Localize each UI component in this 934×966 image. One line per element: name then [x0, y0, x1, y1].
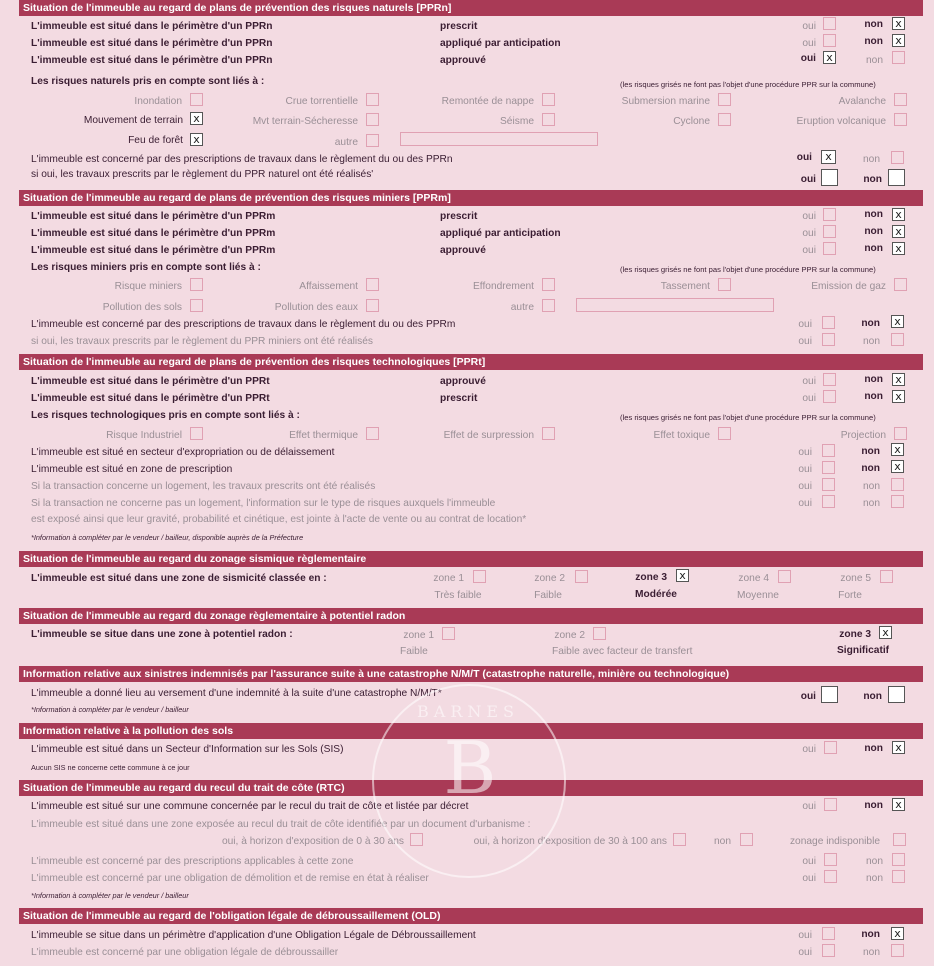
- sismique-zone-4: zone 4: [738, 573, 769, 584]
- check-mark: x: [895, 208, 902, 221]
- oui-label: oui: [798, 464, 812, 475]
- checkbox-oui[interactable]: [823, 390, 836, 403]
- checkbox-radon-zone-2[interactable]: [593, 627, 606, 640]
- checkbox-non[interactable]: [892, 51, 905, 64]
- risk-pollution-sols: Pollution des sols: [102, 302, 182, 313]
- checkbox-non[interactable]: [888, 686, 905, 703]
- checkbox-effet-surpression[interactable]: [542, 427, 555, 440]
- checkbox-non[interactable]: [892, 34, 905, 47]
- non-label: non: [863, 947, 880, 958]
- sinistres-label: L'immeuble a donné lieu au versement d'une indemnité à la suite d'une catastrophe N/M/T*: [31, 688, 442, 699]
- pprm-works-label: L'immeuble est concerné par des prescriptions de travaux dans le règlement du ou des PPRm: [31, 319, 456, 330]
- checkbox-zone-1[interactable]: [473, 570, 486, 583]
- rtc-option-0-30: oui, à horizon d'exposition de 0 à 30 ans: [221, 836, 404, 847]
- checkbox-rtc-0-30[interactable]: [410, 833, 423, 846]
- radon-zone-1: zone 1: [403, 630, 434, 641]
- checkbox-zone-4[interactable]: [778, 570, 791, 583]
- pprn-row-label: L'immeuble est situé dans le périmètre d'un PPRn: [31, 21, 273, 32]
- checkbox-oui[interactable]: [821, 169, 838, 186]
- checkbox-projection[interactable]: [894, 427, 907, 440]
- checkbox-non[interactable]: [891, 151, 904, 164]
- check-mark: x: [895, 741, 902, 754]
- oui-label: oui: [800, 174, 816, 185]
- checkbox-zone-2[interactable]: [575, 570, 588, 583]
- checkbox-oui[interactable]: [822, 478, 835, 491]
- checkbox-risque-industriel[interactable]: [190, 427, 203, 440]
- checkbox-oui[interactable]: [822, 495, 835, 508]
- pprm-status-prescrit: prescrit: [440, 211, 478, 222]
- non-label: non: [864, 19, 883, 30]
- section-header-sols: Information relative à la pollution des sols: [19, 723, 923, 739]
- pprt-status-prescrit: prescrit: [440, 393, 478, 404]
- checkbox-non[interactable]: [891, 927, 904, 940]
- risk-effet-surpression: Effet de surpression: [443, 430, 534, 441]
- oui-label: oui: [802, 38, 816, 49]
- non-label: non: [863, 336, 880, 347]
- non-label: non: [863, 481, 880, 492]
- pprt-non-logement-line1: Si la transaction ne concerne pas un logement, l'information sur le type de risques auxquels l'immeuble: [31, 498, 496, 509]
- checkbox-oui[interactable]: [823, 51, 836, 64]
- checkbox-non[interactable]: [892, 741, 905, 754]
- risk-industriel: Risque Industriel: [106, 430, 182, 441]
- radon-level-2: Faible avec facteur de transfert: [552, 646, 693, 657]
- rtc-option-indisponible: zonage indisponible: [789, 836, 880, 847]
- check-mark: x: [895, 17, 902, 30]
- checkbox-autre[interactable]: [366, 134, 379, 147]
- pprn-works-done-label: si oui, les travaux prescrits par le règlement du PPR naturel ont été réalisés': [31, 169, 374, 180]
- sols-note: Aucun SIS ne concerne cette commune à ce jour: [31, 763, 190, 772]
- checkbox-avalanche[interactable]: [894, 93, 907, 106]
- old-label-1: L'immeuble se situe dans un périmètre d'application d'une Obligation Légale de Débroussaillement: [31, 930, 476, 941]
- checkbox-non[interactable]: [891, 460, 904, 473]
- checkbox-pollution-eaux[interactable]: [366, 299, 379, 312]
- sismique-zone-1: zone 1: [433, 573, 464, 584]
- greyed-note: (les risques grisés ne font pas l'objet d'une procédure PPR sur la commune): [620, 413, 876, 422]
- oui-label: oui: [802, 801, 816, 812]
- checkbox-mvt-secheresse[interactable]: [366, 113, 379, 126]
- non-label: non: [866, 55, 883, 66]
- section-header-radon: Situation de l'immeuble au regard du zonage règlementaire à potentiel radon: [19, 608, 923, 624]
- oui-label: oui: [798, 930, 812, 941]
- checkbox-oui[interactable]: [822, 927, 835, 940]
- check-mark: x: [825, 150, 832, 163]
- rtc-option-30-100: oui, à horizon d'exposition de 30 à 100 ans: [473, 836, 667, 847]
- checkbox-radon-zone-1[interactable]: [442, 627, 455, 640]
- checkbox-seisme[interactable]: [542, 113, 555, 126]
- risk-effet-thermique: Effet thermique: [289, 430, 358, 441]
- checkbox-oui[interactable]: [823, 225, 836, 238]
- pprm-row-label: L'immeuble est situé dans le périmètre d'un PPRm: [31, 211, 276, 222]
- checkbox-effondrement[interactable]: [542, 278, 555, 291]
- oui-label: oui: [802, 744, 816, 755]
- checkbox-non[interactable]: [892, 870, 905, 883]
- pprm-row-label: L'immeuble est situé dans le périmètre d'un PPRm: [31, 228, 276, 239]
- risk-remontee-nappe: Remontée de nappe: [441, 96, 534, 107]
- oui-label: oui: [802, 856, 816, 867]
- section-header-sismique: Situation de l'immeuble au regard du zonage sismique règlementaire: [19, 551, 923, 567]
- oui-label: oui: [802, 873, 816, 884]
- checkbox-risque-miniers[interactable]: [190, 278, 203, 291]
- checkbox-non[interactable]: [891, 443, 904, 456]
- check-mark: x: [193, 133, 200, 146]
- section-header-old: Situation de l'immeuble au regard de l'obligation légale de débroussaillement (OLD): [19, 908, 923, 924]
- checkbox-oui[interactable]: [822, 316, 835, 329]
- pprt-risks-intro: Les risques technologiques pris en compte sont liés à :: [31, 410, 300, 421]
- checkbox-effet-toxique[interactable]: [718, 427, 731, 440]
- check-mark: x: [894, 927, 901, 940]
- checkbox-emission-gaz[interactable]: [894, 278, 907, 291]
- risk-cyclone: Cyclone: [673, 116, 710, 127]
- checkbox-submersion-marine[interactable]: [718, 93, 731, 106]
- watermark-letter: B: [443, 726, 497, 810]
- pprm-status-approuve: approuvé: [440, 245, 486, 256]
- non-label: non: [863, 691, 882, 702]
- checkbox-crue-torrentielle[interactable]: [366, 93, 379, 106]
- checkbox-feu-foret[interactable]: [190, 133, 203, 146]
- non-label: non: [864, 209, 883, 220]
- oui-label: oui: [798, 319, 812, 330]
- check-mark: x: [895, 798, 902, 811]
- oui-label: oui: [798, 481, 812, 492]
- section-header-rtc: Situation de l'immeuble au regard du recul du trait de côte (RTC): [19, 780, 923, 796]
- sismique-zone-3: zone 3: [635, 572, 667, 583]
- oui-label: oui: [802, 376, 816, 387]
- pprt-logement-label: Si la transaction concerne un logement, les travaux prescrits ont été réalisés: [31, 481, 376, 492]
- risk-emission-gaz: Emission de gaz: [811, 281, 886, 292]
- checkbox-oui[interactable]: [823, 242, 836, 255]
- radon-zone-3: zone 3: [839, 629, 871, 640]
- check-mark: x: [826, 51, 833, 64]
- non-label: non: [861, 318, 880, 329]
- sismique-level-4: Moyenne: [737, 590, 779, 601]
- oui-label: oui: [802, 228, 816, 239]
- checkbox-remontee-nappe[interactable]: [542, 93, 555, 106]
- pprn-works-label: L'immeuble est concerné par des prescriptions de travaux dans le règlement du ou des PPRn: [31, 154, 453, 165]
- sinistres-footnote: *Information à compléter par le vendeur / bailleur: [31, 705, 189, 714]
- checkbox-non[interactable]: [891, 315, 904, 328]
- pprn-status-prescrit: prescrit: [440, 21, 478, 32]
- sismique-label: L'immeuble est situé dans une zone de sismicité classée en :: [31, 573, 327, 584]
- checkbox-non[interactable]: [892, 373, 905, 386]
- risk-autre: autre: [510, 302, 534, 313]
- rtc-label-2: L'immeuble est situé dans une zone exposée au recul du trait de côte identifiée par un document d'urbanisme :: [31, 819, 531, 830]
- risk-avalanche: Avalanche: [838, 96, 886, 107]
- checkbox-non[interactable]: [892, 798, 905, 811]
- radon-level-3: Significatif: [837, 645, 890, 656]
- check-mark: x: [895, 225, 902, 238]
- checkbox-oui[interactable]: [822, 333, 835, 346]
- checkbox-oui[interactable]: [824, 741, 837, 754]
- radon-label: L'immeuble se situe dans une zone à potentiel radon :: [31, 629, 293, 640]
- pprt-status-approuve: approuvé: [440, 376, 486, 387]
- check-mark: x: [894, 443, 901, 456]
- rtc-label-3: L'immeuble est concerné par des prescriptions applicables à cette zone: [31, 856, 354, 867]
- checkbox-pollution-sols[interactable]: [190, 299, 203, 312]
- non-label: non: [863, 174, 882, 185]
- oui-label: oui: [798, 447, 812, 458]
- check-mark: x: [882, 626, 889, 639]
- risk-feu-foret: Feu de forêt: [128, 135, 183, 146]
- checkbox-affaissement[interactable]: [366, 278, 379, 291]
- checkbox-inondation[interactable]: [190, 93, 203, 106]
- non-label: non: [864, 243, 883, 254]
- oui-label: oui: [800, 691, 816, 702]
- pprt-non-logement-line2: est exposé ainsi que leur gravité, probabilité et cinétique, est jointe à l'acte de vente ou au contrat de location*: [31, 514, 527, 525]
- non-label: non: [864, 391, 883, 402]
- checkbox-non[interactable]: [892, 242, 905, 255]
- checkbox-non[interactable]: [892, 17, 905, 30]
- checkbox-non[interactable]: [892, 853, 905, 866]
- risk-mouvement-terrain: Mouvement de terrain: [83, 115, 183, 126]
- checkbox-oui[interactable]: [823, 17, 836, 30]
- radon-zone-2: zone 2: [554, 630, 585, 641]
- checkbox-non[interactable]: [892, 225, 905, 238]
- sismique-level-1: Très faible: [434, 590, 482, 601]
- checkbox-oui[interactable]: [823, 208, 836, 221]
- watermark-text: BARNES: [417, 702, 519, 721]
- pprm-works-done-label: si oui, les travaux prescrits par le règlement du PPR miniers ont été réalisés: [31, 336, 373, 347]
- checkbox-oui[interactable]: [824, 870, 837, 883]
- non-label: non: [866, 873, 883, 884]
- checkbox-zone-5[interactable]: [880, 570, 893, 583]
- checkbox-oui[interactable]: [823, 373, 836, 386]
- risk-tassement: Tassement: [660, 281, 710, 292]
- risk-autre: autre: [334, 137, 358, 148]
- pprn-risks-intro: Les risques naturels pris en compte sont liés à :: [31, 76, 265, 87]
- rtc-option-non: non: [714, 836, 731, 847]
- checkbox-oui[interactable]: [824, 853, 837, 866]
- oui-label: oui: [796, 152, 812, 163]
- checkbox-zone-3[interactable]: [676, 569, 689, 582]
- section-header-pprn: Situation de l'immeuble au regard de plans de prévention des risques naturels [PPRn]: [19, 0, 923, 16]
- oui-label: oui: [802, 211, 816, 222]
- risk-effet-toxique: Effet toxique: [653, 430, 710, 441]
- non-label: non: [864, 374, 883, 385]
- checkbox-effet-thermique[interactable]: [366, 427, 379, 440]
- checkbox-oui[interactable]: [822, 444, 835, 457]
- greyed-note: (les risques grisés ne font pas l'objet d'une procédure PPR sur la commune): [620, 265, 876, 274]
- risk-effondrement: Effondrement: [473, 281, 534, 292]
- risk-crue-torrentielle: Crue torrentielle: [285, 96, 358, 107]
- non-label: non: [863, 154, 880, 165]
- checkbox-non[interactable]: [891, 495, 904, 508]
- pprn-status-approuve: approuvé: [440, 55, 486, 66]
- pprn-row-label: L'immeuble est situé dans le périmètre d'un PPRn: [31, 55, 273, 66]
- checkbox-non[interactable]: [891, 944, 904, 957]
- oui-label: oui: [802, 21, 816, 32]
- rtc-label-4: L'immeuble est concerné par une obligation de démolition et de remise en état à réaliser: [31, 873, 429, 884]
- non-label: non: [864, 800, 883, 811]
- pprt-row-label: L'immeuble est situé dans le périmètre d'un PPRt: [31, 393, 270, 404]
- checkbox-oui[interactable]: [821, 150, 836, 164]
- pprt-expropriation-label: L'immeuble est situé en secteur d'expropriation ou de délaissement: [31, 447, 335, 458]
- oui-label: oui: [802, 245, 816, 256]
- radon-level-1: Faible: [400, 646, 428, 657]
- check-mark: x: [895, 390, 902, 403]
- non-label: non: [863, 498, 880, 509]
- pprm-risks-intro: Les risques miniers pris en compte sont liés à :: [31, 262, 261, 273]
- risk-eruption-volcanique: Eruption volcanique: [796, 116, 886, 127]
- checkbox-oui[interactable]: [822, 944, 835, 957]
- risk-pollution-eaux: Pollution des eaux: [274, 302, 358, 313]
- check-mark: x: [895, 373, 902, 386]
- non-label: non: [864, 36, 883, 47]
- non-label: non: [864, 226, 883, 237]
- checkbox-rtc-indisponible[interactable]: [893, 833, 906, 846]
- risk-projection: Projection: [840, 430, 886, 441]
- pprt-footnote: *Information à compléter par le vendeur / bailleur, disponible auprès de la Préfecture: [31, 533, 304, 542]
- sismique-zone-5: zone 5: [840, 573, 871, 584]
- checkbox-oui[interactable]: [823, 34, 836, 47]
- pprn-status-anticipation: appliqué par anticipation: [440, 38, 561, 49]
- non-label: non: [861, 463, 880, 474]
- checkbox-oui[interactable]: [821, 686, 838, 703]
- old-label-2: L'immeuble est concerné par une obligation légale de débroussailler: [31, 947, 339, 958]
- rtc-label-1: L'immeuble est situé sur une commune concernée par le recul du trait de côte et listée par décret: [31, 801, 469, 812]
- checkbox-cyclone[interactable]: [718, 113, 731, 126]
- pprm-status-anticipation: appliqué par anticipation: [440, 228, 561, 239]
- checkbox-autre[interactable]: [542, 299, 555, 312]
- autre-text-field[interactable]: [400, 132, 598, 146]
- non-label: non: [864, 743, 883, 754]
- check-mark: x: [894, 460, 901, 473]
- risk-affaissement: Affaissement: [299, 281, 358, 292]
- section-header-pprt: Situation de l'immeuble au regard de plans de prévention des risques technologiques [PPRt]: [19, 354, 923, 370]
- pprt-row-label: L'immeuble est situé dans le périmètre d'un PPRt: [31, 376, 270, 387]
- risk-miniers: Risque miniers: [114, 281, 182, 292]
- checkbox-non[interactable]: [892, 390, 905, 403]
- oui-label: oui: [798, 336, 812, 347]
- checkbox-tassement[interactable]: [718, 278, 731, 291]
- pprn-row-label: L'immeuble est situé dans le périmètre d'un PPRn: [31, 38, 273, 49]
- checkbox-eruption-volcanique[interactable]: [894, 113, 907, 126]
- pprt-prescription-zone-label: L'immeuble est situé en zone de prescription: [31, 464, 233, 475]
- check-mark: x: [895, 242, 902, 255]
- check-mark: x: [894, 315, 901, 328]
- checkbox-non[interactable]: [888, 169, 905, 186]
- non-label: non: [861, 929, 880, 940]
- risk-submersion-marine: Submersion marine: [621, 96, 710, 107]
- check-mark: x: [193, 112, 200, 125]
- autre-text-field[interactable]: [576, 298, 774, 312]
- sismique-level-5: Forte: [838, 590, 862, 601]
- rtc-footnote: *Information à compléter par le vendeur / bailleur: [31, 891, 189, 900]
- checkbox-non[interactable]: [891, 333, 904, 346]
- check-mark: x: [679, 569, 686, 582]
- risk-inondation: Inondation: [134, 96, 182, 107]
- non-label: non: [861, 446, 880, 457]
- checkbox-radon-zone-3[interactable]: [879, 626, 892, 639]
- oui-label: oui: [802, 393, 816, 404]
- section-header-sinistres: Information relative aux sinistres indemnisés par l'assurance suite à une catastrophe N/M/T (catastrophe naturelle, minière ou technologique): [19, 666, 923, 682]
- greyed-note: (les risques grisés ne font pas l'objet d'une procédure PPR sur la commune): [620, 80, 876, 89]
- sols-label: L'immeuble est situé dans un Secteur d'Information sur les Sols (SIS): [31, 744, 344, 755]
- checkbox-mouvement-terrain[interactable]: [190, 112, 203, 125]
- checkbox-non[interactable]: [891, 478, 904, 491]
- checkbox-rtc-30-100[interactable]: [673, 833, 686, 846]
- oui-label: oui: [798, 947, 812, 958]
- pprm-row-label: L'immeuble est situé dans le périmètre d'un PPRm: [31, 245, 276, 256]
- checkbox-non[interactable]: [892, 208, 905, 221]
- risk-seisme: Séisme: [500, 116, 534, 127]
- oui-label: oui: [800, 53, 816, 64]
- checkbox-oui[interactable]: [824, 798, 837, 811]
- check-mark: x: [895, 34, 902, 47]
- checkbox-rtc-non[interactable]: [740, 833, 753, 846]
- sismique-zone-2: zone 2: [534, 573, 565, 584]
- oui-label: oui: [798, 498, 812, 509]
- section-header-pprm: Situation de l'immeuble au regard de plans de prévention des risques miniers [PPRm]: [19, 190, 923, 206]
- risk-mvt-secheresse: Mvt terrain-Sécheresse: [252, 116, 358, 127]
- checkbox-oui[interactable]: [822, 461, 835, 474]
- sismique-level-2: Faible: [534, 590, 562, 601]
- non-label: non: [866, 856, 883, 867]
- sismique-level-3: Modérée: [635, 589, 677, 600]
